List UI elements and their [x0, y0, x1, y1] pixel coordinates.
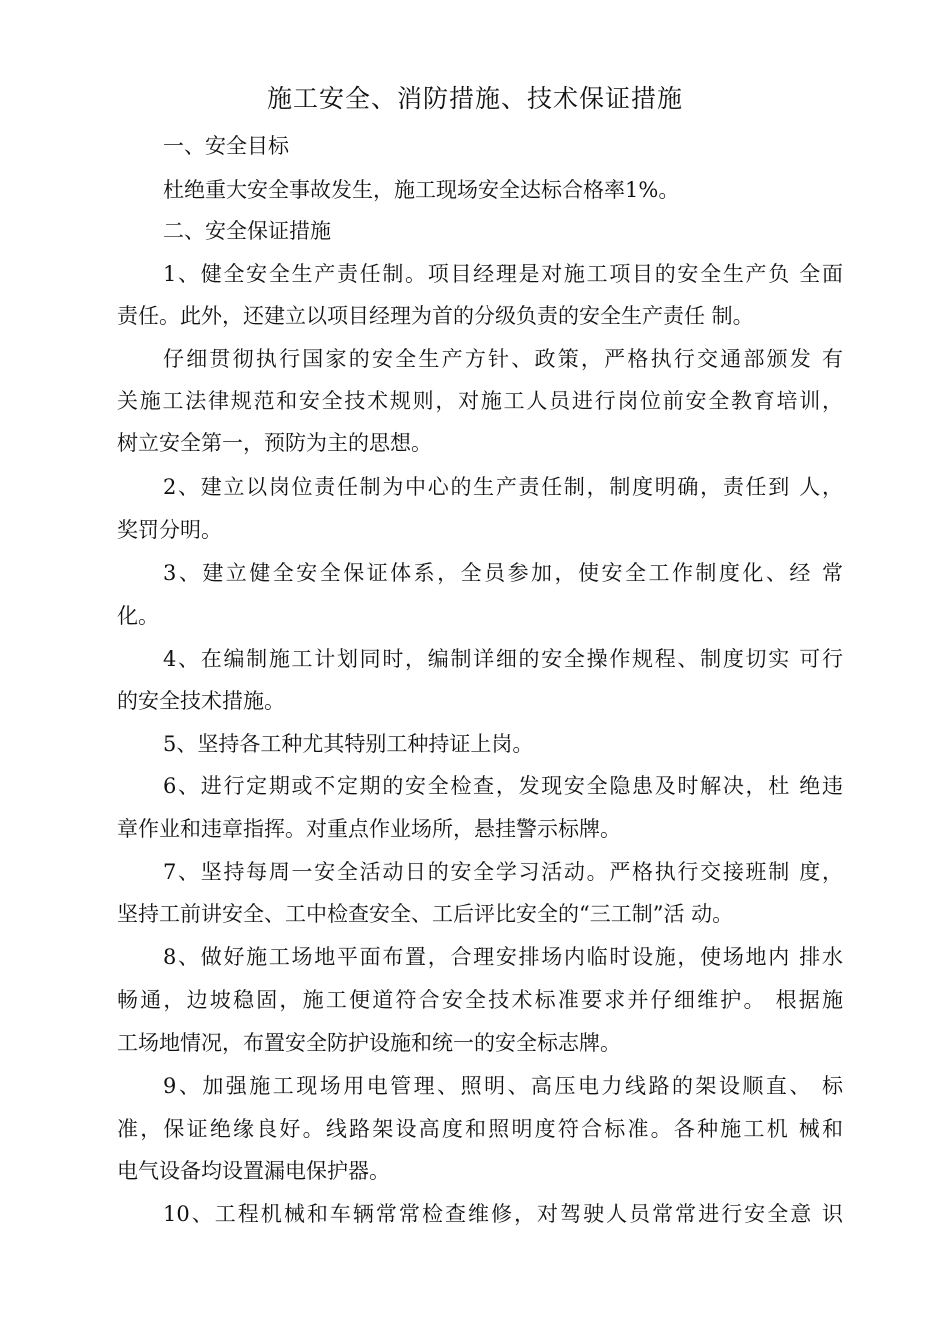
- paragraph-line: 坚持工前讲安全、工中检查安全、工后评比安全的“三工制”活 动。: [117, 902, 734, 926]
- paragraph-line: 2、建立以岗位责任制为中心的生产责任制，制度明确，责任到 人，: [163, 475, 843, 499]
- paragraph-line: 畅通，边坡稳固，施工便道符合安全技术标准要求并仔细维护。 根据施: [117, 988, 843, 1012]
- paragraph-line: 9、加强施工现场用电管理、照明、高压电力线路的架设顺直、 标: [163, 1074, 843, 1098]
- paragraph-line: 奖罚分明。: [117, 518, 222, 542]
- section-heading-safety-goal: 一、安全目标: [163, 134, 289, 158]
- paragraph-line: 电气设备均设置漏电保护器。: [117, 1159, 390, 1183]
- paragraph-line: 8、做好施工场地平面布置，合理安排场内临时设施，使场地内 排水: [163, 945, 843, 969]
- paragraph-line: 4、在编制施工计划同时，编制详细的安全操作规程、制度切实 可行: [163, 647, 843, 671]
- paragraph-line: 3、建立健全安全保证体系，全员参加，使安全工作制度化、经 常: [163, 561, 843, 585]
- paragraph-line: 章作业和违章指挥。对重点作业场所，悬挂警示标牌。: [117, 817, 621, 841]
- paragraph-line: 关施工法律规范和安全技术规则，对施工人员进行岗位前安全教育培训，: [117, 389, 843, 413]
- paragraph-line: 工场地情况，布置安全防护设施和统一的安全标志牌。: [117, 1031, 621, 1055]
- paragraph-line: 的安全技术措施。: [117, 689, 285, 713]
- paragraph-line: 杜绝重大安全事故发生，施工现场安全达标合格率1%。: [163, 178, 680, 202]
- paragraph-line: 化。: [117, 604, 159, 628]
- paragraph-line: 责任。此外，还建立以项目经理为首的分级负责的安全生产责任 制。: [117, 304, 754, 328]
- section-heading-safety-measures: 二、安全保证措施: [163, 219, 331, 243]
- paragraph-line: 5、坚持各工种尤其特别工种持证上岗。: [163, 732, 534, 756]
- paragraph-line: 10、工程机械和车辆常常检查维修，对驾驶人员常常进行安全意 识: [163, 1202, 843, 1226]
- paragraph-line: 7、坚持每周一安全活动日的安全学习活动。严格执行交接班制 度，: [163, 860, 843, 884]
- paragraph-line: 6、进行定期或不定期的安全检查，发现安全隐患及时解决，杜 绝违: [163, 774, 843, 798]
- paragraph-line: 仔细贯彻执行国家的安全生产方针、政策，严格执行交通部颁发 有: [163, 347, 843, 371]
- document-title: 施工安全、消防措施、技术保证措施: [266, 84, 683, 113]
- paragraph-line: 树立安全第一，预防为主的思想。: [117, 431, 432, 455]
- paragraph-line: 准，保证绝缘良好。线路架设高度和照明度符合标准。各种施工机 械和: [117, 1117, 843, 1141]
- paragraph-line: 1、健全安全生产责任制。项目经理是对施工项目的安全生产负 全面: [163, 262, 843, 286]
